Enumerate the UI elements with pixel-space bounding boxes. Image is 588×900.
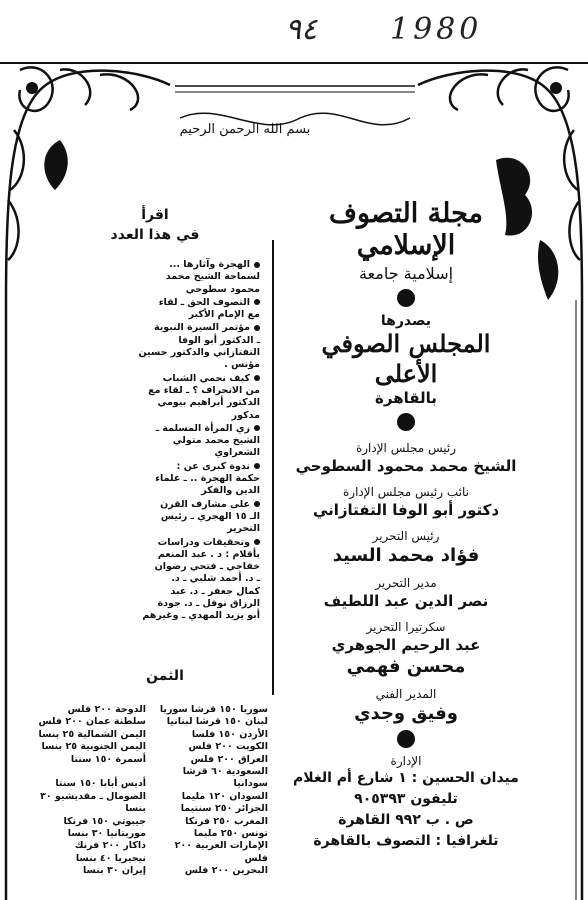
price-row: السعودية ٦٠ قرشا: [182, 766, 268, 778]
magazine-subtitle: إسلامية جامعة: [358, 264, 454, 283]
toc-item: [50, 297, 260, 322]
bullet-icon: [254, 262, 260, 268]
toc-line: الشيخ محمد متولي: [172, 435, 260, 447]
bullet-icon: [254, 325, 260, 331]
toc-line: أبو يزيد المهدي ـ وغيرهم: [142, 610, 260, 622]
toc-line: خفاجي ـ فتحي رضوان: [154, 561, 260, 573]
staff-role: سكرتيرا التحرير: [366, 620, 446, 634]
price-row: بنسا: [125, 803, 146, 815]
price-row: إيران ٣٠ بنسا: [82, 865, 146, 877]
bullet-icon: [254, 425, 260, 431]
bullet-icon: [254, 463, 260, 469]
toc-line: الشعراوي: [214, 447, 260, 459]
toc-item: [50, 499, 260, 536]
publisher-city: بالقاهرة: [375, 389, 437, 407]
toc-line: على مشارف القرن: [50, 499, 260, 511]
toc-line: مدكور: [231, 409, 260, 421]
staff-role: مدير التحرير: [375, 576, 437, 590]
toc-line: الهجرة وآثارها ...: [50, 259, 260, 271]
toc-item: [50, 373, 260, 422]
toc-line: من الانحراف ؟ ـ لقاء مع: [148, 384, 260, 396]
column-divider: [272, 240, 274, 695]
price-row: الإمارات العربية ٢٠٠: [174, 840, 268, 852]
toc-column: [50, 205, 260, 624]
toc-subheading: في هذا العدد: [110, 227, 200, 243]
toc-item: [50, 322, 260, 371]
staff-name: وفيق وجدي: [354, 703, 458, 724]
bullet-icon: [254, 299, 260, 305]
price-row: الصومال ـ مقديشيو ٣٠: [40, 790, 146, 802]
staff-name: نصر الدين عبد اللطيف: [323, 592, 489, 610]
toc-line: لسماحة الشيخ محمد: [165, 271, 260, 283]
toc-line: الـ ١٥ الهجري ـ رئيس: [160, 510, 260, 522]
toc-item: [50, 423, 260, 460]
address-label: الإدارة: [390, 754, 422, 768]
toc-line: حكمة الهجرة .. ـ علماء: [155, 473, 260, 485]
price-row: اليمن الشمالية ٢٥ بنسا: [38, 728, 146, 740]
bullet-icon: [254, 539, 260, 545]
toc-line: زي المرأة المسلمة ـ: [50, 423, 260, 435]
toc-line: مؤنس .: [224, 359, 260, 371]
magazine-title: مجلة التصوف الإسلامي: [329, 198, 483, 261]
price-row: اليمن الجنوبية ٢٥ بنسا: [41, 741, 146, 753]
toc-line: كمال جعفر ـ د. عبد: [170, 585, 260, 597]
toc-line: مع الإمام الأكبر: [188, 309, 260, 321]
handwritten-issue-number: ٩٤: [285, 12, 318, 47]
basmala: بسم الله الرحمن الرحيم: [179, 122, 311, 137]
publisher-name: المجلس الصوفي الأعلى: [321, 329, 491, 388]
price-row: داكار ٢٠٠ فرنك: [74, 840, 146, 852]
toc-line: وتحقيقات ودراسات: [50, 537, 260, 549]
price-heading: الثمن: [146, 668, 184, 684]
price-row: لبنان ١٥٠ قرشا لبنانيا: [166, 716, 268, 728]
price-row: المغرب ٢٥٠ فرنكا: [185, 815, 268, 827]
price-row: الكويت ٢٠٠ فلس: [188, 741, 268, 753]
price-column-right: [148, 704, 268, 878]
price-row: أديس أبابا ١٥٠ سنتا: [55, 778, 146, 790]
toc-line: محمود سطوحي: [185, 283, 260, 295]
price-row: سوريا ١٥٠ قرشا سوريا: [159, 704, 268, 715]
ornament-dot: [397, 289, 415, 307]
staff-name: عبد الرحيم الجوهري: [331, 636, 481, 654]
toc-line: ـ الدكتور أبو الوفا: [178, 334, 260, 346]
toc-line: بأقلام : د . عبد المنعم: [157, 548, 260, 560]
toc-line: التصوف الحق ـ لقاء: [50, 297, 260, 309]
toc-line: ـ د. أحمد شلبي ـ د.: [171, 573, 260, 585]
price-row: سلطنة عمان ٢٠٠ فلس: [38, 716, 146, 728]
price-row: جيبوتي ١٥٠ فرنكا: [63, 815, 146, 827]
bullet-icon: [254, 501, 260, 507]
staff-name: فؤاد محمد السيد: [332, 545, 480, 566]
address-line: تليفون ٩٠٥٣٩٣: [354, 791, 458, 807]
staff-role: رئيس مجلس الإدارة: [355, 441, 457, 455]
toc-heading: اقرأ: [141, 207, 169, 223]
toc-item: [50, 259, 260, 296]
price-row: تونس ٢٥٠ مليما: [193, 828, 268, 840]
address-line: تلغرافيا : التصوف بالقاهرة: [313, 833, 499, 849]
staff-role: المدير الفني: [375, 687, 437, 701]
ornament-dot: [397, 413, 415, 431]
address-line: ميدان الحسين : ١ شارع أم الغلام: [293, 770, 519, 786]
price-row: السودان ١٢٠ مليما: [181, 790, 268, 802]
toc-line: التحرير: [227, 523, 260, 535]
handwritten-year: 1980: [390, 12, 483, 47]
toc-item: [50, 461, 260, 498]
price-row: الدوحة ٢٠٠ فلس: [67, 704, 146, 715]
staff-role: نائب رئيس مجلس الإدارة: [343, 485, 469, 499]
staff-name: الشيخ محمد محمود السطوحي: [295, 457, 517, 475]
toc-item: [50, 537, 260, 623]
toc-line: التفتازاني والدكتور حسين: [138, 347, 260, 359]
bullet-icon: [254, 375, 260, 381]
staff-name: محسن فهمي: [346, 656, 466, 677]
masthead-column: [292, 198, 520, 852]
price-row: الأردن ١٥٠ فلسا: [191, 728, 268, 740]
publisher-label: يصدرها: [380, 313, 432, 329]
price-row: نيجيريا ٤٠ بنسا: [75, 852, 146, 864]
price-row: فلس: [244, 852, 268, 864]
toc-line: كيف نحمي الشباب: [50, 373, 260, 385]
toc-line: مؤتمر السيرة النبوية: [50, 322, 260, 334]
price-row: سودانيا: [233, 778, 268, 790]
price-row: البحرين ٢٠٠ فلس: [184, 865, 268, 877]
staff-role: رئيس التحرير: [372, 529, 440, 543]
ornament-dot: [397, 730, 415, 748]
staff-name: دكتور أبو الوفا التفتازاني: [312, 501, 500, 519]
toc-line: ندوة كبرى عن :: [50, 461, 260, 473]
toc-line: الدكتور أبراهيم بيومي: [157, 397, 260, 409]
toc-list: [50, 259, 260, 623]
price-row: [18, 766, 146, 778]
price-column-left: [18, 704, 146, 878]
price-row: الجزائر ٢٥٠ سنتيما: [180, 803, 268, 815]
price-row: موريتانيا ٣٠ بنسا: [67, 828, 146, 840]
toc-line: الرزاق نوفل ـ د. جودة: [157, 598, 260, 610]
price-row: أسمرة ١٥٠ سنتا: [70, 753, 146, 765]
toc-line: الدين والفكر: [201, 485, 260, 497]
price-row: العراق ٢٠٠ فلس: [190, 753, 268, 765]
address-line: ص . ب ٩٩٢ القاهرة: [338, 812, 474, 828]
